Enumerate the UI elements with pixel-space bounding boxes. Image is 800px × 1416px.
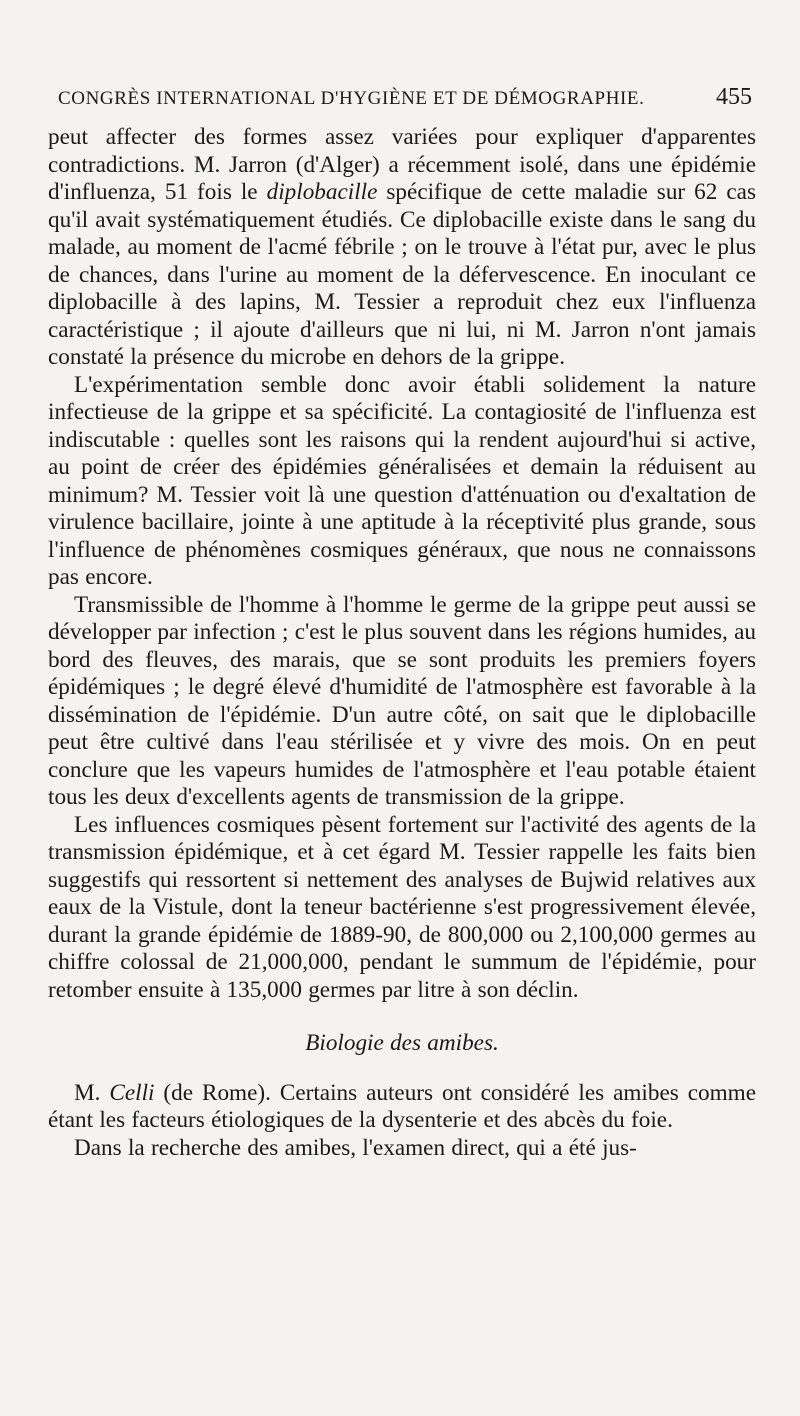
running-title: CONGRÈS INTERNATIONAL D'HYGIÈNE ET DE DÉMOGRAPHIE. [58,88,645,109]
text-span: spécifique de cette maladie sur 62 cas qu'il avait systématiquement étudiés. Ce diplobacille existe dans le sang du malade, au moment de l'acmé fébrile ; on le trouve à l'état pur, avec le plus de chances, dans l'urine au moment de la défervescence. En inoculant ce diplobacille à des lapins, M. Tessier a reproduit chez eux l'influenza caractéristique ; il ajoute d'ailleurs que ni lui, ni M. Jarron n'ont jamais constaté la présence du microbe en dehors de la grippe. [48,179,756,370]
text-span: peut affecter des formes assez variées pour expliquer d'apparentes contradictions. M. Jarron (d'Alger) a récemment isolé, dans une épidémie d'influenza, 51 fois le [48,124,756,205]
text-span: Transmissible de l'homme à l'homme le germe de la grippe peut aussi se développer par infection ; c'est le plus souvent dans les régions humides, au bord des fleuves, des marais, que se sont produits les premiers foyers épidémiques ; le degré élevé d'humidité de l'atmosphère est favorable à la dissémination de l'épidémie. D'un autre côté, on sait que le diplobacille peut être cultivé dans l'eau stérilisée et y vivre des mois. On en peut conclure que les vapeurs humides de l'atmosphère et l'eau potable étaient tous les deux d'excellents agents de transmission de la grippe. [48,591,756,810]
running-header [58,84,752,114]
section-heading: Biologie des amibes. [305,1030,499,1056]
paragraph-6 [48,1135,756,1163]
page-number: 455 [716,84,752,110]
paragraph-1 [48,124,756,372]
italic-term: diplobacille [266,179,378,205]
text-span: M. [74,1079,110,1106]
text-span: (de Rome). Certains auteurs ont considéré les amibes comme étant les facteurs étiologiques de la dysenterie et des abcès du foie. [48,1079,756,1133]
text-span: L'expérimentation semble donc avoir établi solidement la nature infectieuse de la grippe et sa spécificité. La contagiosité de l'influenza est indiscutable : quelles sont les raisons qui la rendent aujourd'hui si active, au point de créer des épidémies généralisées et demain la réduisent au minimum? M. Tessier voit là une question d'atténuation ou d'exaltation de virulence bacillaire, jointe à une aptitude à la réceptivité plus grande, sous l'influence de phénomènes cosmiques généraux, que nous ne connaissons pas encore. [48,371,756,590]
paragraph-2 [48,372,756,592]
text-span: Les influences cosmiques pèsent fortement sur l'activité des agents de la transmission épidémique, et à cet égard M. Tessier rappelle les faits bien suggestifs qui ressortent si nettement des analyses de Bujwid relatives aux eaux de la Vistule, dont la teneur bactérienne s'est progressivement élevée, durant la grande épidémie de 1889-90, de 800,000 ou 2,100,000 germes au chiffre colossal de 21,000,000, pendant le summum de l'épidémie, pour retomber ensuite à 135,000 germes par litre à son déclin. [48,811,756,1003]
italic-author: Celli [109,1079,155,1106]
text-span: Dans la recherche des amibes, l'examen direct, qui a été jus- [74,1134,637,1161]
paragraph-4 [48,812,756,1005]
body-text [48,124,756,1162]
paragraph-3 [48,592,756,812]
paragraph-5 [48,1080,756,1135]
